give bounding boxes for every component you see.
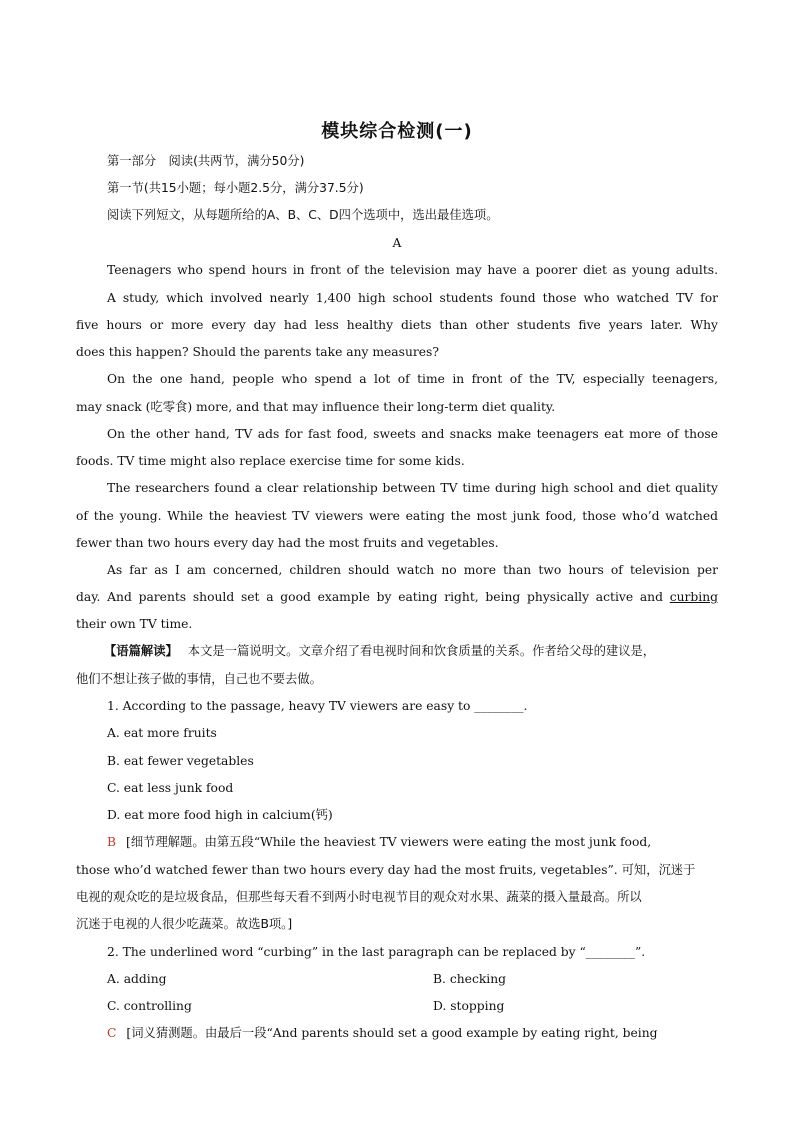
passage-paragraph-6-line-2-text: day. And parents should set a good example by eating right, being physically active and	[76, 590, 670, 604]
passage-paragraph-2-line-1: A study, which involved nearly 1,400 high school students found those who watched TV for	[107, 291, 718, 305]
passage-paragraph-4-line-2: foods. TV time might also replace exercise time for some kids.	[76, 454, 465, 468]
question-2-option-a: A. adding	[107, 972, 167, 986]
passage-paragraph-4-line-1: On the other hand, TV ads for fast food, sweets and snacks make teenagers eat more of those	[107, 427, 718, 441]
passage-paragraph-5-line-3: fewer than two hours every day had the most fruits and vegetables.	[76, 536, 499, 550]
passage-paragraph-5-line-2: of the young. While the heaviest TV viewers were eating the most junk food, those who’d watched	[76, 509, 718, 523]
passage-paragraph-1: Teenagers who spend hours in front of the television may have a poorer diet as young adults.	[107, 263, 718, 277]
question-2-stem: 2. The underlined word “curbing” in the last paragraph can be replaced by “________”.	[107, 945, 646, 959]
analysis-line-2: 他们不想让孩子做的事情，自己也不要去做。	[76, 672, 322, 686]
instruction-text: 阅读下列短文，从每题所给的A、B、C、D四个选项中，选出最佳选项。	[107, 208, 499, 222]
passage-label: A	[392, 236, 402, 250]
question-2-answer: C	[107, 1026, 117, 1040]
question-2-explanation-line-1	[107, 1025, 718, 1041]
section-heading: 第一节(共15小题；每小题2.5分，满分37.5分)	[107, 181, 364, 195]
question-1-answer: B	[107, 835, 117, 849]
passage-paragraph-6-line-1: As far as I am concerned, children should watch no more than two hours of television per	[107, 563, 718, 577]
underlined-word-curbing: curbing	[669, 590, 718, 604]
passage-paragraph-6-line-3: their own TV time.	[76, 617, 193, 631]
question-2-explanation-text-1: [词义猜测题。由最后一段“And parents should set a good example by eating right, being	[126, 1026, 658, 1040]
page-title: 模块综合检测(一)	[321, 121, 473, 142]
question-2-option-c: C. controlling	[107, 999, 192, 1013]
passage-paragraph-5-line-1: The researchers found a clear relationship between TV time during high school and diet quality	[107, 481, 718, 495]
question-1-option-b: B. eat fewer vegetables	[107, 754, 254, 768]
question-1-explanation-line-4: 沉迷于电视的人很少吃蔬菜。故选B项。]	[76, 917, 293, 931]
question-2-options-row-2	[107, 998, 718, 1014]
analysis-label: 【语篇解读】	[104, 644, 178, 658]
passage-paragraph-2-line-2: five hours or more every day had less healthy diets than other students five years later. Why	[76, 318, 718, 332]
question-1-explanation-line-3: 电视的观众吃的是垃圾食品，但那些每天看不到两小时电视节目的观众对水果、蔬菜的摄入量最高。所以	[76, 890, 642, 904]
passage-paragraph-2-line-3: does this happen? Should the parents take any measures?	[76, 345, 439, 359]
passage-paragraph-6-line-2	[76, 589, 718, 605]
question-1-explanation-text-1: [细节理解题。由第五段“While the heaviest TV viewers were eating the most junk food,	[126, 835, 652, 849]
part-heading: 第一部分 阅读(共两节，满分50分)	[107, 154, 305, 168]
passage-paragraph-3-line-2: may snack (吃零食) more, and that may influence their long-term diet quality.	[76, 400, 556, 414]
question-1-option-d: D. eat more food high in calcium(钙)	[107, 808, 333, 822]
question-2-option-b: B. checking	[433, 972, 507, 986]
question-2-options-row-1	[107, 971, 718, 987]
question-2-option-d: D. stopping	[433, 999, 505, 1013]
analysis-line-1	[104, 643, 715, 659]
analysis-text-1: 本文是一篇说明文。文章介绍了看电视时间和饮食质量的关系。作者给父母的建议是，	[187, 644, 656, 658]
question-1-explanation-line-2: those who’d watched fewer than two hours every day had the most fruits, vegetables”. 可知，沉迷于	[76, 863, 696, 877]
passage-paragraph-3-line-1: On the one hand, people who spend a lot of time in front of the TV, especially teenagers,	[107, 372, 718, 386]
question-1-option-a: A. eat more fruits	[107, 726, 217, 740]
question-1-stem: 1. According to the passage, heavy TV viewers are easy to ________.	[107, 699, 528, 713]
question-1-option-c: C. eat less junk food	[107, 781, 234, 795]
question-1-explanation-line-1	[107, 834, 718, 850]
